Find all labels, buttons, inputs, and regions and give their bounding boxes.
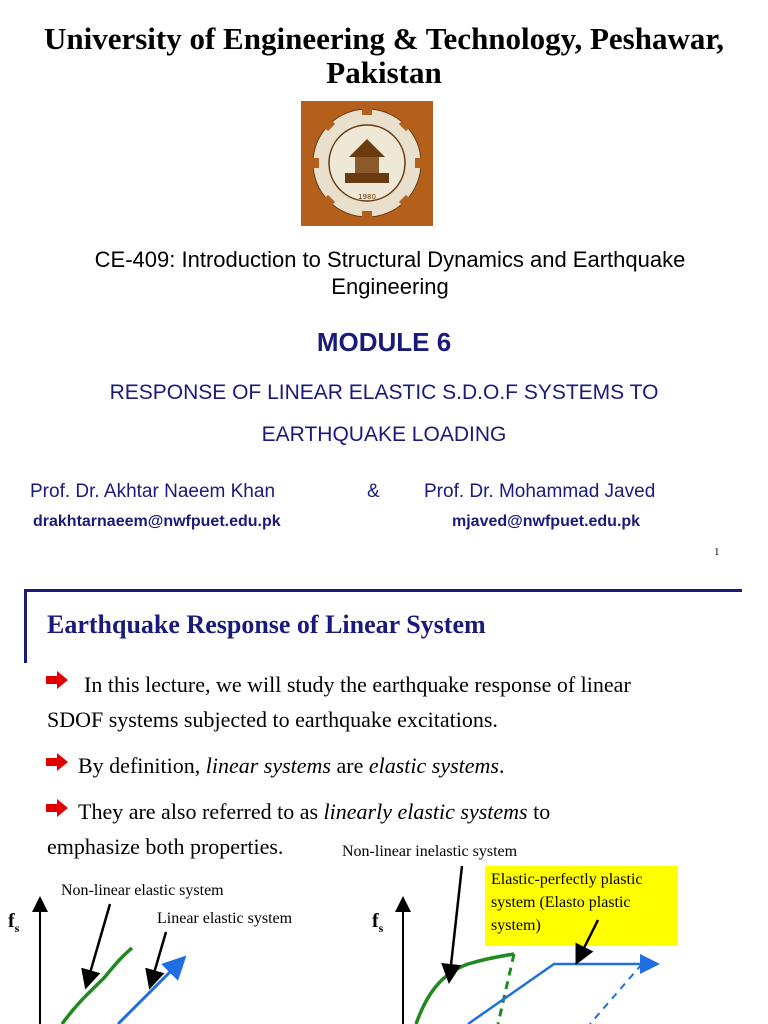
pointer-linear-elastic: [152, 932, 166, 980]
author2-email: mjaved@nwfpuet.edu.pk: [452, 513, 641, 530]
lecture-title-line2: EARTHQUAKE LOADING: [261, 423, 507, 446]
bullet3-term: linearly elastic systems: [323, 799, 528, 824]
force-deformation-diagrams: [0, 840, 768, 1024]
red-arrow-icon: [46, 799, 68, 817]
slide-heading: Earthquake Response of Linear System: [47, 610, 486, 639]
bullet3-text-a: They are also referred to as: [78, 799, 324, 824]
elasto-plastic-line: [468, 964, 650, 1024]
nonlinear-elastic-curve: [62, 948, 132, 1024]
label-elasto-plastic: Elastic-perfectly plastic system (Elasto plastic system): [491, 871, 643, 934]
module-title: MODULE 6: [316, 327, 452, 357]
label-nonlinear-elastic: Non-linear elastic system: [61, 882, 224, 899]
linear-elastic-line: [118, 964, 178, 1024]
bullet2-text-c: are: [330, 753, 369, 778]
lecture-title-line1: RESPONSE OF LINEAR ELASTIC S.D.O.F SYSTEMS TO: [109, 381, 659, 404]
bullet1-line1: In this lecture, we will study the earthquake response of linear: [84, 672, 631, 697]
page-number: 1: [714, 546, 720, 558]
pointer-nonlinear-elastic: [88, 904, 110, 980]
label-nonlinear-inelastic: Non-linear inelastic system: [342, 843, 518, 860]
bullet2: [78, 748, 505, 783]
red-arrow-icon: [46, 671, 68, 689]
elasto-plastic-unloading-line: [590, 964, 642, 1024]
bullet3-line2: emphasize both properties.: [47, 834, 284, 859]
bullet1-line2: SDOF systems subjected to earthquake excitations.: [47, 707, 498, 732]
fs-letter: f: [8, 910, 15, 932]
inelastic-unloading-line: [498, 954, 514, 1024]
pointer-nonlinear-inelastic: [450, 866, 462, 974]
red-arrow-icon: [46, 753, 68, 771]
header-rule: [24, 589, 742, 592]
bullet3-text-c: to: [527, 799, 551, 824]
header-side-rule: [24, 589, 27, 663]
svg-text:1980: 1980: [358, 193, 376, 201]
bullet2-text-a: By definition,: [78, 753, 206, 778]
bullet2-text-e: .: [499, 753, 505, 778]
label-linear-elastic: Linear elastic system: [157, 910, 293, 927]
university-logo: [301, 101, 433, 226]
author2-name: Prof. Dr. Mohammad Javed: [424, 481, 656, 502]
pointer-elasto-plastic: [580, 920, 598, 956]
lecture-title: [0, 372, 768, 456]
fs-subscript: s: [14, 921, 20, 935]
bullet3-line1: [78, 794, 550, 829]
author1-email: drakhtarnaeem@nwfpuet.edu.pk: [33, 513, 281, 530]
fs-letter: f: [372, 910, 379, 932]
bullet2-term-elastic: elastic systems: [368, 753, 499, 778]
author1-name: Prof. Dr. Akhtar Naeem Khan: [30, 481, 276, 502]
bullet2-term-linear: linear systems: [205, 753, 331, 778]
university-title: University of Engineering & Technology, Peshawar, Pakistan: [43, 21, 725, 90]
fs-subscript: s: [378, 921, 384, 935]
course-title: CE-409: Introduction to Structural Dynamics and Earthquake Engineering: [94, 247, 686, 299]
authors-ampersand: &: [367, 481, 380, 502]
